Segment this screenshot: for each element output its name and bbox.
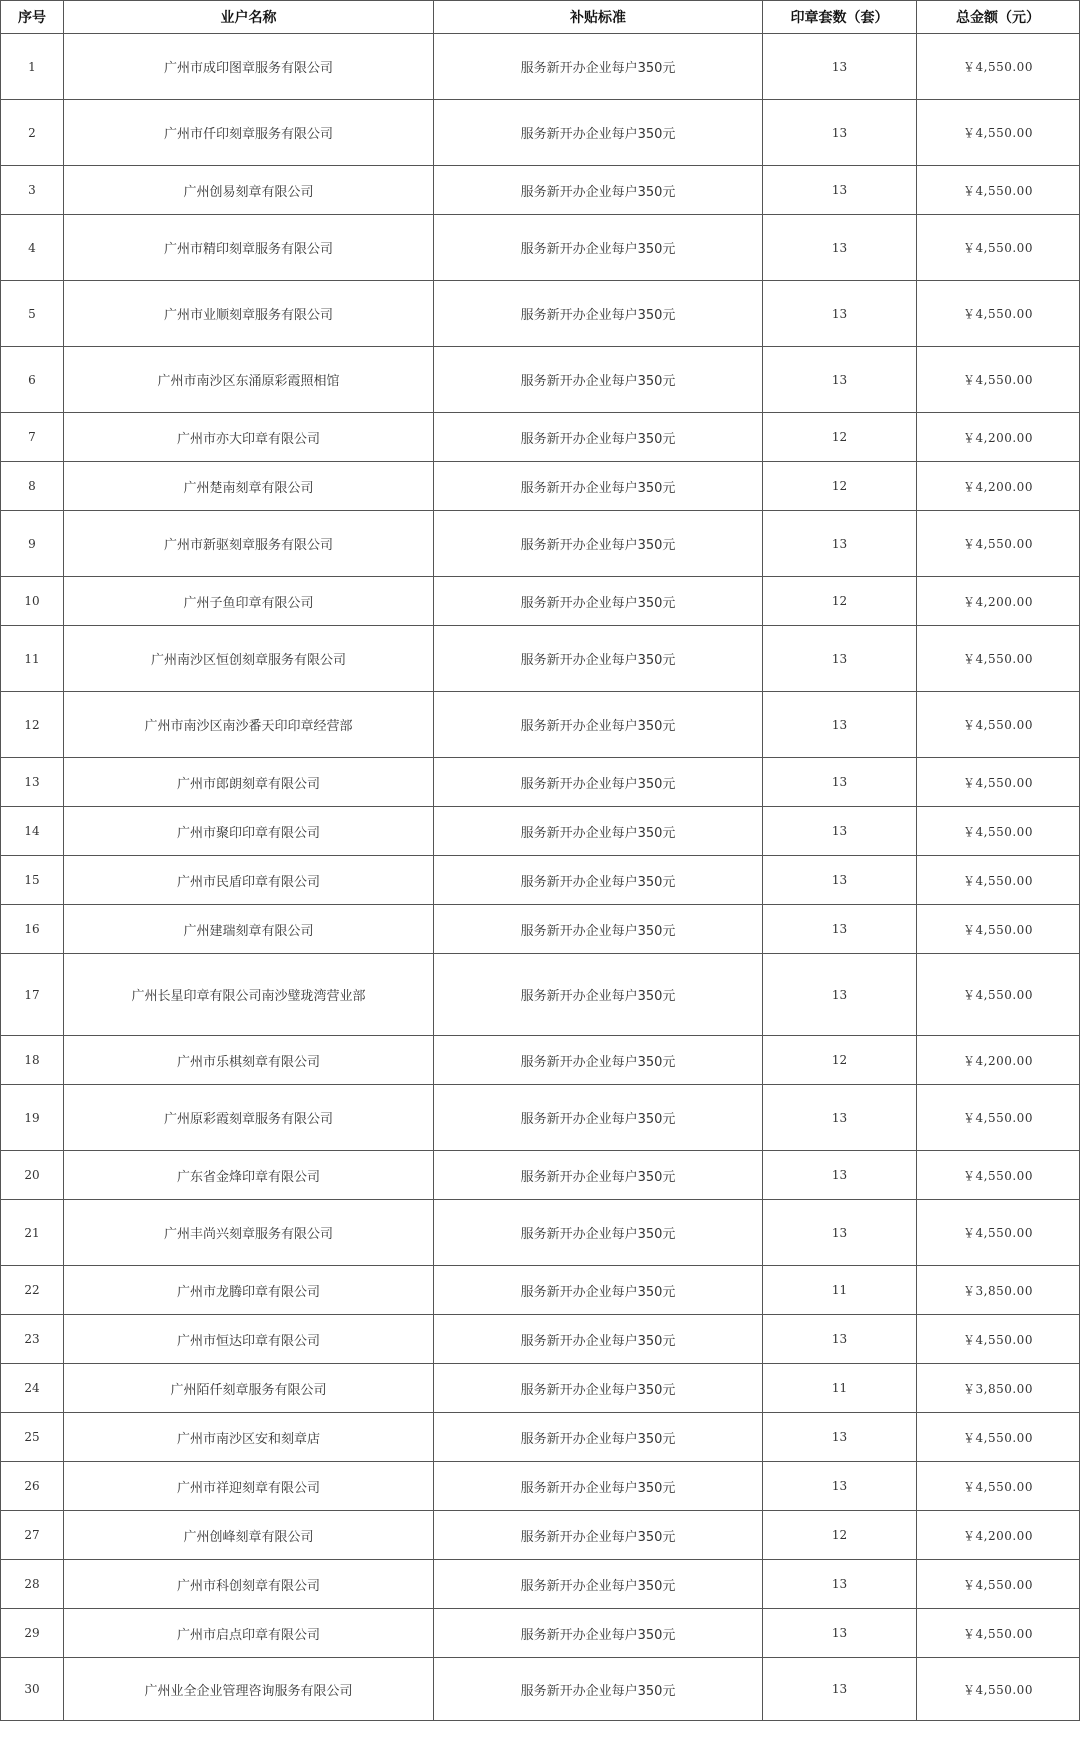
cell-standard: 服务新开办企业每户350元 (434, 1511, 763, 1560)
cell-count: 11 (763, 1364, 917, 1413)
table-row (1, 1511, 1080, 1560)
cell-amount: ￥4,200.00 (917, 1036, 1080, 1085)
table-row (1, 1364, 1080, 1413)
cell-amount: ￥3,850.00 (917, 1364, 1080, 1413)
cell-name: 广州市民盾印章有限公司 (64, 856, 434, 905)
cell-name: 广州创峰刻章有限公司 (64, 1511, 434, 1560)
table-row (1, 281, 1080, 347)
table-row (1, 1036, 1080, 1085)
table-row (1, 1658, 1080, 1721)
cell-amount: ￥4,550.00 (917, 954, 1080, 1036)
cell-standard: 服务新开办企业每户350元 (434, 511, 763, 577)
cell-standard: 服务新开办企业每户350元 (434, 281, 763, 347)
cell-amount: ￥4,550.00 (917, 758, 1080, 807)
cell-name: 广州陌仟刻章服务有限公司 (64, 1364, 434, 1413)
cell-name: 广州市祥迎刻章有限公司 (64, 1462, 434, 1511)
cell-count: 13 (763, 1560, 917, 1609)
cell-count: 13 (763, 1315, 917, 1364)
cell-count: 13 (763, 1085, 917, 1151)
cell-index: 8 (1, 462, 64, 511)
table-row (1, 215, 1080, 281)
cell-index: 19 (1, 1085, 64, 1151)
cell-standard: 服务新开办企业每户350元 (434, 577, 763, 626)
cell-index: 12 (1, 692, 64, 758)
cell-amount: ￥4,550.00 (917, 1315, 1080, 1364)
cell-name: 广州市精印刻章服务有限公司 (64, 215, 434, 281)
cell-standard: 服务新开办企业每户350元 (434, 1266, 763, 1315)
cell-amount: ￥4,550.00 (917, 281, 1080, 347)
cell-name: 广州业全企业管理咨询服务有限公司 (64, 1658, 434, 1721)
cell-amount: ￥4,200.00 (917, 577, 1080, 626)
cell-count: 13 (763, 758, 917, 807)
cell-count: 13 (763, 692, 917, 758)
table-row (1, 807, 1080, 856)
cell-index: 18 (1, 1036, 64, 1085)
cell-count: 13 (763, 626, 917, 692)
cell-count: 13 (763, 34, 917, 100)
table-row (1, 1462, 1080, 1511)
cell-amount: ￥4,550.00 (917, 856, 1080, 905)
header-standard: 补贴标准 (434, 1, 763, 34)
cell-standard: 服务新开办企业每户350元 (434, 692, 763, 758)
cell-name: 广州市南沙区南沙番天印印章经营部 (64, 692, 434, 758)
table-row (1, 462, 1080, 511)
cell-amount: ￥4,550.00 (917, 692, 1080, 758)
cell-standard: 服务新开办企业每户350元 (434, 1200, 763, 1266)
cell-name: 广州市南沙区安和刻章店 (64, 1413, 434, 1462)
cell-amount: ￥4,200.00 (917, 413, 1080, 462)
cell-standard: 服务新开办企业每户350元 (434, 758, 763, 807)
table-row (1, 1085, 1080, 1151)
cell-index: 11 (1, 626, 64, 692)
cell-standard: 服务新开办企业每户350元 (434, 856, 763, 905)
table-row (1, 1200, 1080, 1266)
cell-count: 13 (763, 1200, 917, 1266)
cell-name: 广州丰尚兴刻章服务有限公司 (64, 1200, 434, 1266)
cell-name: 广州市南沙区东涌原彩霞照相馆 (64, 347, 434, 413)
cell-index: 10 (1, 577, 64, 626)
cell-index: 27 (1, 1511, 64, 1560)
cell-standard: 服务新开办企业每户350元 (434, 100, 763, 166)
cell-standard: 服务新开办企业每户350元 (434, 413, 763, 462)
cell-name: 广州市亦大印章有限公司 (64, 413, 434, 462)
cell-count: 13 (763, 215, 917, 281)
cell-name: 广州市科创刻章有限公司 (64, 1560, 434, 1609)
cell-name: 广州市启点印章有限公司 (64, 1609, 434, 1658)
cell-index: 5 (1, 281, 64, 347)
cell-name: 广州市聚印印章有限公司 (64, 807, 434, 856)
table-row (1, 1560, 1080, 1609)
cell-index: 16 (1, 905, 64, 954)
cell-standard: 服务新开办企业每户350元 (434, 215, 763, 281)
cell-standard: 服务新开办企业每户350元 (434, 626, 763, 692)
cell-index: 4 (1, 215, 64, 281)
cell-name: 广州原彩霞刻章服务有限公司 (64, 1085, 434, 1151)
cell-amount: ￥4,550.00 (917, 1609, 1080, 1658)
cell-index: 6 (1, 347, 64, 413)
cell-count: 12 (763, 413, 917, 462)
table-row (1, 1315, 1080, 1364)
cell-name: 广州市恒达印章有限公司 (64, 1315, 434, 1364)
cell-standard: 服务新开办企业每户350元 (434, 807, 763, 856)
table-row (1, 626, 1080, 692)
cell-index: 3 (1, 166, 64, 215)
cell-amount: ￥4,550.00 (917, 347, 1080, 413)
cell-amount: ￥4,550.00 (917, 1151, 1080, 1200)
cell-amount: ￥4,550.00 (917, 1085, 1080, 1151)
cell-index: 22 (1, 1266, 64, 1315)
cell-name: 广州市乐棋刻章有限公司 (64, 1036, 434, 1085)
cell-standard: 服务新开办企业每户350元 (434, 1364, 763, 1413)
cell-standard: 服务新开办企业每户350元 (434, 347, 763, 413)
cell-amount: ￥4,550.00 (917, 905, 1080, 954)
cell-amount: ￥4,550.00 (917, 1560, 1080, 1609)
cell-amount: ￥4,550.00 (917, 1658, 1080, 1721)
cell-amount: ￥4,550.00 (917, 166, 1080, 215)
cell-index: 17 (1, 954, 64, 1036)
cell-amount: ￥4,550.00 (917, 626, 1080, 692)
cell-amount: ￥4,550.00 (917, 807, 1080, 856)
cell-name: 广州长星印章有限公司南沙璧珑湾营业部 (64, 954, 434, 1036)
table-row (1, 1609, 1080, 1658)
cell-count: 13 (763, 1413, 917, 1462)
table-row (1, 905, 1080, 954)
table-row (1, 1151, 1080, 1200)
cell-count: 13 (763, 511, 917, 577)
table-row (1, 577, 1080, 626)
cell-count: 13 (763, 100, 917, 166)
cell-index: 28 (1, 1560, 64, 1609)
cell-index: 26 (1, 1462, 64, 1511)
cell-count: 12 (763, 577, 917, 626)
cell-count: 12 (763, 1036, 917, 1085)
cell-index: 21 (1, 1200, 64, 1266)
cell-count: 13 (763, 905, 917, 954)
table-row (1, 954, 1080, 1036)
cell-name: 广州市成印图章服务有限公司 (64, 34, 434, 100)
cell-count: 13 (763, 281, 917, 347)
cell-count: 13 (763, 1609, 917, 1658)
cell-count: 13 (763, 1658, 917, 1721)
cell-index: 20 (1, 1151, 64, 1200)
cell-standard: 服务新开办企业每户350元 (434, 1151, 763, 1200)
cell-index: 25 (1, 1413, 64, 1462)
cell-standard: 服务新开办企业每户350元 (434, 954, 763, 1036)
cell-count: 13 (763, 1151, 917, 1200)
cell-amount: ￥4,550.00 (917, 511, 1080, 577)
cell-standard: 服务新开办企业每户350元 (434, 1036, 763, 1085)
table-row (1, 1266, 1080, 1315)
cell-index: 15 (1, 856, 64, 905)
cell-name: 广州市新驱刻章服务有限公司 (64, 511, 434, 577)
table-row (1, 100, 1080, 166)
cell-count: 13 (763, 347, 917, 413)
cell-name: 广州市仟印刻章服务有限公司 (64, 100, 434, 166)
cell-standard: 服务新开办企业每户350元 (434, 34, 763, 100)
cell-index: 9 (1, 511, 64, 577)
cell-index: 24 (1, 1364, 64, 1413)
cell-count: 13 (763, 166, 917, 215)
header-index: 序号 (1, 1, 64, 34)
cell-standard: 服务新开办企业每户350元 (434, 462, 763, 511)
cell-standard: 服务新开办企业每户350元 (434, 1560, 763, 1609)
table-row (1, 1413, 1080, 1462)
cell-standard: 服务新开办企业每户350元 (434, 1315, 763, 1364)
cell-name: 广州建瑞刻章有限公司 (64, 905, 434, 954)
cell-amount: ￥4,550.00 (917, 215, 1080, 281)
cell-index: 2 (1, 100, 64, 166)
cell-count: 13 (763, 856, 917, 905)
cell-amount: ￥4,550.00 (917, 100, 1080, 166)
table-row (1, 413, 1080, 462)
cell-amount: ￥4,550.00 (917, 1200, 1080, 1266)
cell-name: 广州创易刻章有限公司 (64, 166, 434, 215)
header-count: 印章套数（套） (763, 1, 917, 34)
table-row (1, 511, 1080, 577)
cell-amount: ￥4,550.00 (917, 1462, 1080, 1511)
cell-name: 广州市业顺刻章服务有限公司 (64, 281, 434, 347)
header-name: 业户名称 (64, 1, 434, 34)
header-amount: 总金额（元） (917, 1, 1080, 34)
cell-index: 1 (1, 34, 64, 100)
cell-name: 广州市郎朗刻章有限公司 (64, 758, 434, 807)
cell-count: 12 (763, 1511, 917, 1560)
cell-name: 广州市龙腾印章有限公司 (64, 1266, 434, 1315)
cell-amount: ￥4,550.00 (917, 34, 1080, 100)
cell-standard: 服务新开办企业每户350元 (434, 1413, 763, 1462)
table-header-row (1, 1, 1080, 34)
cell-index: 7 (1, 413, 64, 462)
cell-standard: 服务新开办企业每户350元 (434, 905, 763, 954)
cell-name: 广州南沙区恒创刻章服务有限公司 (64, 626, 434, 692)
cell-index: 13 (1, 758, 64, 807)
cell-standard: 服务新开办企业每户350元 (434, 1462, 763, 1511)
cell-standard: 服务新开办企业每户350元 (434, 1085, 763, 1151)
table-row (1, 166, 1080, 215)
cell-count: 12 (763, 462, 917, 511)
table-row (1, 34, 1080, 100)
cell-index: 14 (1, 807, 64, 856)
table-row (1, 856, 1080, 905)
cell-index: 23 (1, 1315, 64, 1364)
cell-name: 广州子鱼印章有限公司 (64, 577, 434, 626)
cell-count: 13 (763, 954, 917, 1036)
cell-standard: 服务新开办企业每户350元 (434, 1609, 763, 1658)
cell-count: 13 (763, 1462, 917, 1511)
cell-standard: 服务新开办企业每户350元 (434, 166, 763, 215)
cell-name: 广州楚南刻章有限公司 (64, 462, 434, 511)
cell-amount: ￥4,550.00 (917, 1413, 1080, 1462)
table-row (1, 692, 1080, 758)
cell-name: 广东省金烽印章有限公司 (64, 1151, 434, 1200)
cell-amount: ￥4,200.00 (917, 462, 1080, 511)
cell-index: 30 (1, 1658, 64, 1721)
cell-amount: ￥4,200.00 (917, 1511, 1080, 1560)
cell-amount: ￥3,850.00 (917, 1266, 1080, 1315)
table-row (1, 347, 1080, 413)
cell-standard: 服务新开办企业每户350元 (434, 1658, 763, 1721)
cell-count: 13 (763, 807, 917, 856)
cell-index: 29 (1, 1609, 64, 1658)
cell-count: 11 (763, 1266, 917, 1315)
table-row (1, 758, 1080, 807)
